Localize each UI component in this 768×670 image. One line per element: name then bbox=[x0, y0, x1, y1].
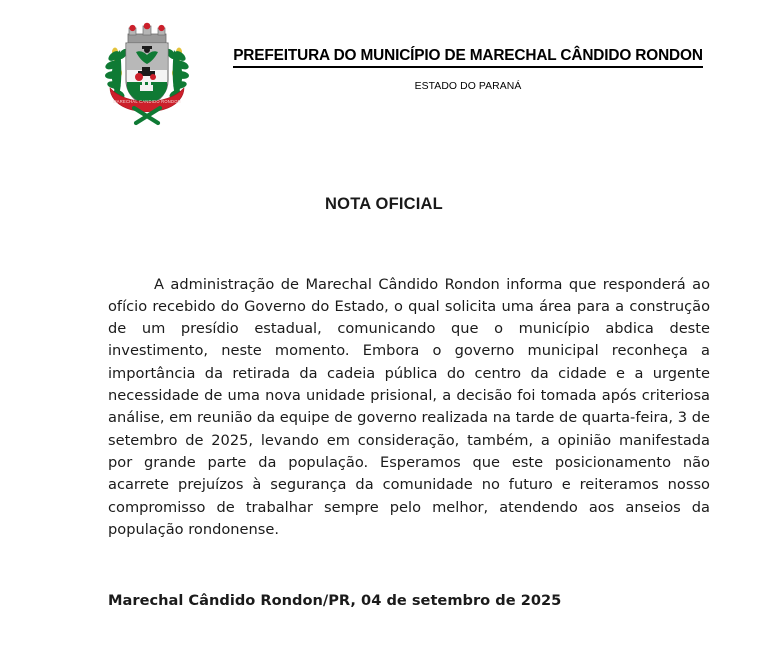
dateline: Marechal Cândido Rondon/PR, 04 de setembro de 2025 bbox=[108, 592, 562, 609]
body-paragraph: A administração de Marechal Cândido Rondon informa que responderá ao ofício recebido do Governo do Estado, o qual solicita uma área para a construção de um presídio estadual, comunicando que o município abdica deste investimento, neste momento. Embora o governo municipal reconheça a importância da retirada da cadeia pública do centro da cidade e a urgente necessidade de uma nova unidade prisional, a decisão foi tomada após criteriosa análise, em reunião da equipe de governo realizada na tarde de quarta-feira, 3 de setembro de 2025, levando em consideração, também, a opinião manifestada por grande parte da população. Esperamos que este posicionamento não acarrete prejuízos à segurança da comunidade no futuro e reiteramos nosso compromisso de trabalhar sempre pelo melhor, atendendo aos anseios da população rondonense. bbox=[108, 275, 710, 538]
mural-crown bbox=[128, 23, 166, 43]
organization-state: ESTADO DO PARANÁ bbox=[414, 81, 522, 93]
letterhead bbox=[0, 0, 768, 140]
organization-title: PREFEITURA DO MUNICÍPIO DE MARECHAL CÂNDIDO RONDON bbox=[233, 46, 703, 68]
letterhead-text bbox=[208, 46, 728, 92]
ribbon-text: MARECHAL CANDIDO RONDON bbox=[113, 99, 181, 104]
municipal-coat-of-arms-icon bbox=[98, 22, 196, 126]
document-title: NOTA OFICIAL bbox=[325, 195, 443, 213]
